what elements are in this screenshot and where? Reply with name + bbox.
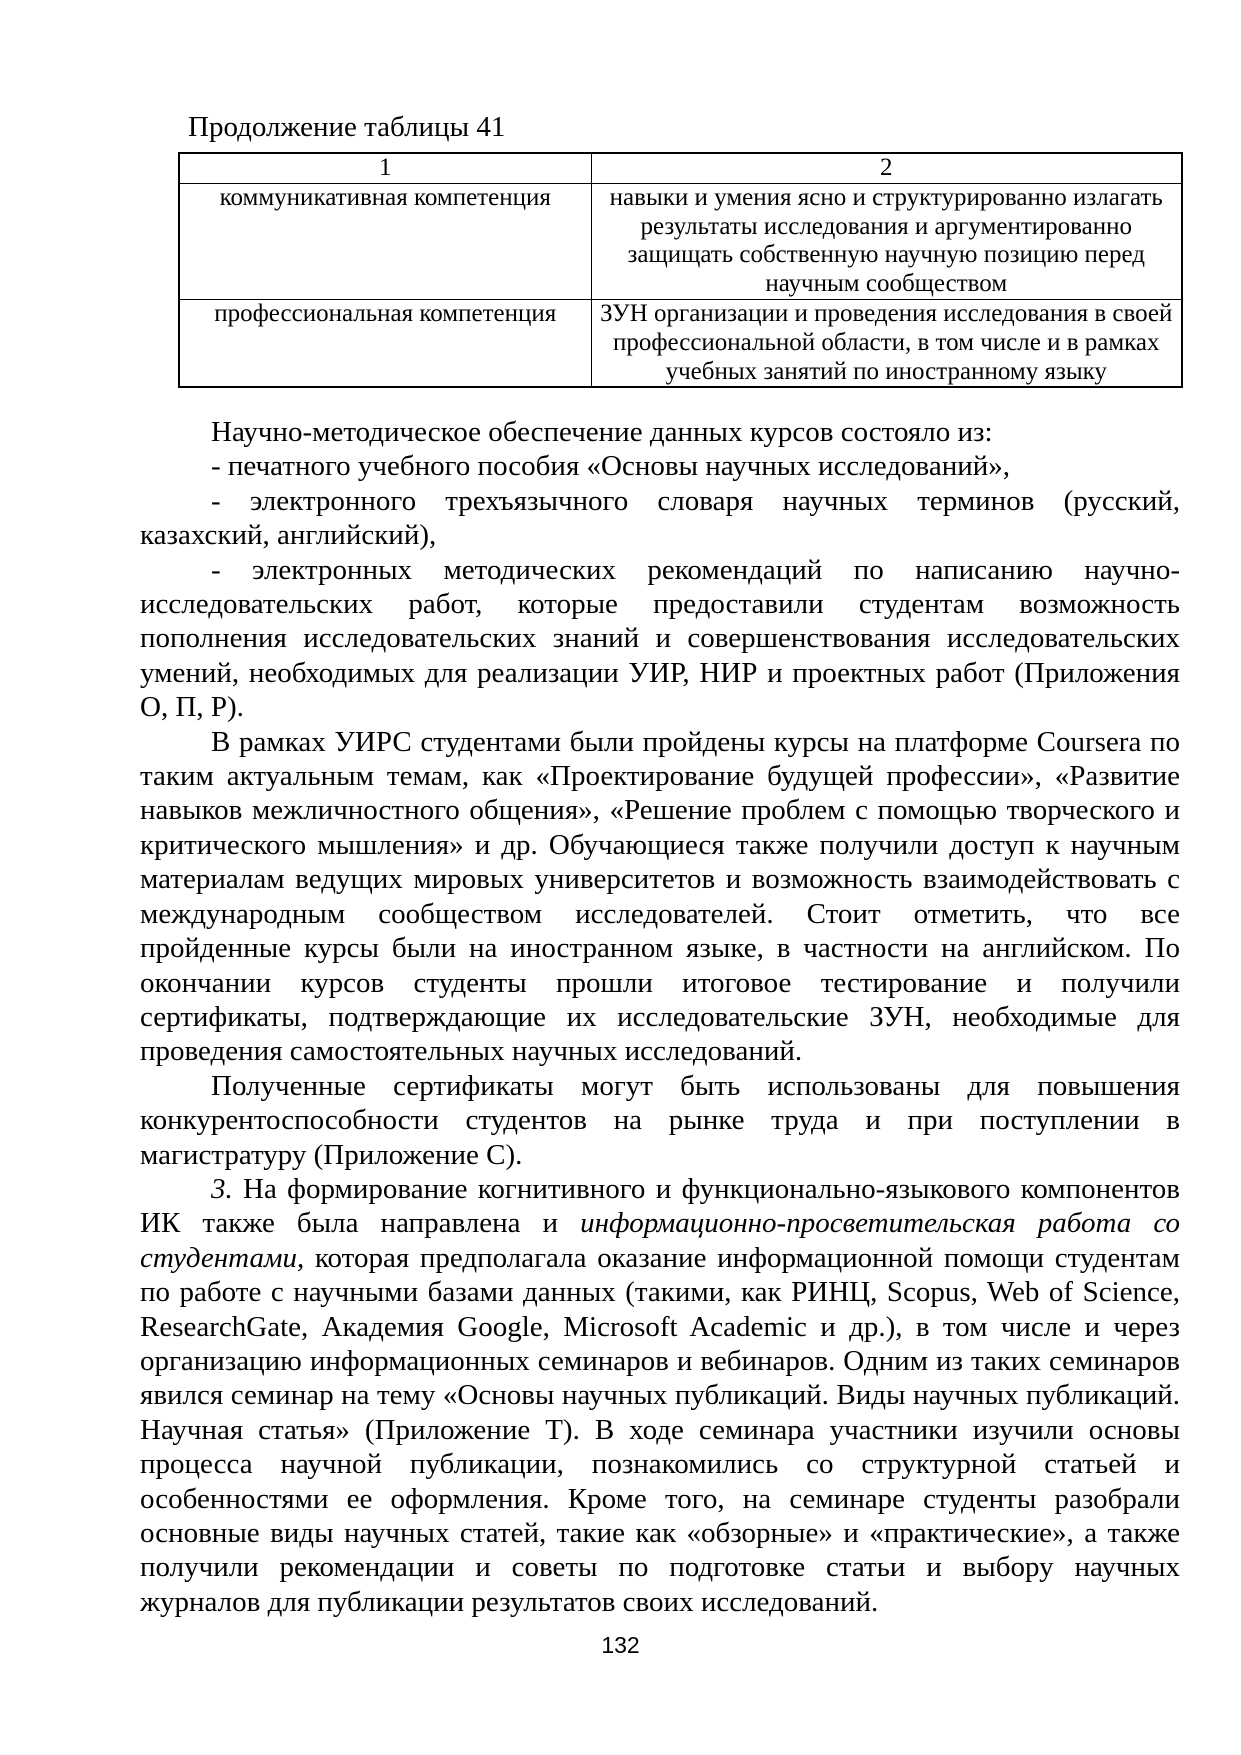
paragraph-list-item-dictionary: - электронного трехъязычного словаря научных терминов (русский, казахский, английский), bbox=[140, 484, 1180, 552]
paragraph-segment: На формирование когнитивного и функционально-языкового компонентов ИК также была направлена и bbox=[140, 1172, 1180, 1240]
paragraph-information-work bbox=[140, 1172, 1180, 1619]
table-row-professional-competence bbox=[179, 299, 1182, 387]
paragraph-segment: которая предполагала оказание информационной помощи студентам по работе с научными базами данных (такими, как РИНЦ, Scopus, Web of Science, ResearchGate, Академия Google, Microsoft Academic и др.), в том числе и через организацию информационных семинаров и вебинаров. Одним из таких семинаров явился семинар на тему «Основы научных публикаций. Виды научных публикаций. Научная статья» (Приложение Т). В ходе семинара участники изучили основы процесса научной публикации, познакомились со структурной статьей и особенностями ее оформления. Кроме того, на семинаре студенты разобрали основные виды научных статей, такие как «обзорные» и «практические», а также получили рекомендации и советы по подготовке статьи и выбору научных журналов для публикации результатов своих исследований. bbox=[140, 1241, 1180, 1618]
paragraph-methodical-support: Научно-методическое обеспечение данных курсов состояло из: bbox=[211, 416, 993, 448]
competency-description-cell: навыки и умения ясно и структурированно излагать результаты исследования и аргументированно защищать собственную научную позицию перед научным сообществом bbox=[591, 183, 1182, 299]
competency-name-cell: коммуникативная компетенция bbox=[179, 183, 591, 299]
competency-name-cell: профессиональная компетенция bbox=[179, 299, 591, 387]
paragraph-segment-italic: информационно-просветительская работа со студентами, bbox=[140, 1207, 1180, 1274]
table-header-col-1: 1 bbox=[179, 153, 591, 183]
body-text bbox=[140, 415, 1180, 1619]
table-row-communicative-competence bbox=[179, 183, 1182, 299]
paragraph-list-item-recommendations: - электронных методических рекомендаций по написанию научно-исследовательских работ, которые предоставили студентам возможность пополнения исследовательских знаний и совершенствования исследовательских умений, необходимых для реализации УИР, НИР и проектных работ (Приложения О, П, Р). bbox=[140, 553, 1180, 724]
table-caption: Продолжение таблицы 41 bbox=[188, 111, 506, 143]
paragraph-item-number-italic: 3. bbox=[211, 1172, 233, 1205]
paragraph-certificates: Полученные сертификаты могут быть использованы для повышения конкурентоспособности студентов на рынке труда и при поступлении в магистратуру (Приложение С). bbox=[140, 1069, 1180, 1171]
paragraph-list-item-textbook: - печатного учебного пособия «Основы научных исследований», bbox=[211, 450, 1011, 483]
table-header-row bbox=[179, 153, 1182, 183]
competencies-table bbox=[178, 152, 1183, 388]
table-header-col-2: 2 bbox=[591, 153, 1182, 183]
page-number: 132 bbox=[601, 1632, 640, 1658]
paragraph-coursera-courses: В рамках УИРС студентами были пройдены курсы на платформе Coursera по таким актуальным темам, как «Проектирование будущей профессии», «Развитие навыков межличностного общения», «Решение проблем с помощью творческого и критического мышления» и др. Обучающиеся также получили доступ к научным материалам ведущих мировых университетов и возможность взаимодействовать с международным сообществом исследователей. Стоит отметить, что все пройденные курсы были на иностранном языке, в частности на английском. По окончании курсов студенты прошли итоговое тестирование и получили сертификаты, подтверждающие их исследовательские ЗУН, необходимые для проведения самостоятельных научных исследований. bbox=[140, 725, 1180, 1068]
competency-description-cell: ЗУН организации и проведения исследования в своей профессиональной области, в том числе и в рамках учебных занятий по иностранному языку bbox=[591, 299, 1182, 387]
